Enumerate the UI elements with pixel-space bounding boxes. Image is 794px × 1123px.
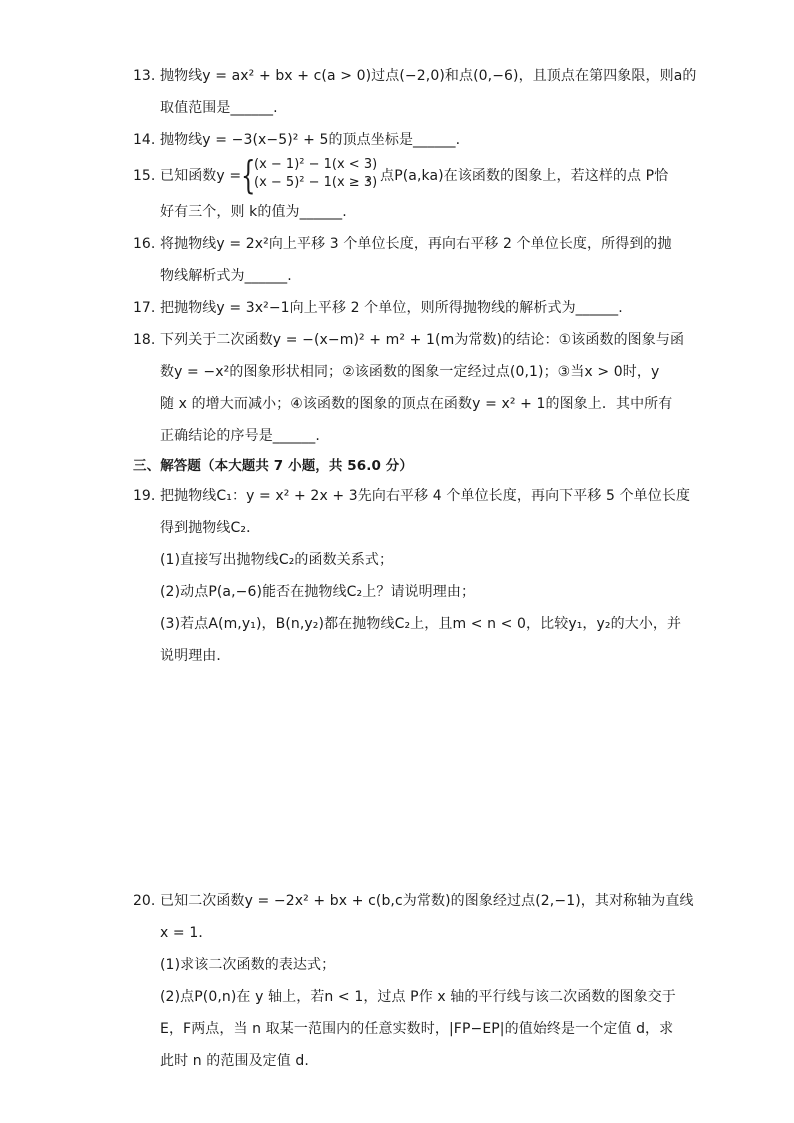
question-18-line-2: 数y = −x²的图象形状相同；②该函数的图象一定经过点(0,1)；③当x > 0时，y <box>160 364 660 380</box>
question-16-number: 16. <box>133 236 156 252</box>
question-18-number: 18. <box>133 332 156 348</box>
question-14-line-1: 抛物线y = −3(x−5)² + 5的顶点坐标是______. <box>160 132 461 148</box>
question-15-line-2: 好有三个，则 k的值为______. <box>160 204 347 220</box>
question-15-number: 15. <box>133 168 156 184</box>
question-18-line-1: 下列关于二次函数y = −(x−m)² + m² + 1(m为常数)的结论：①该函数的图象与函 <box>160 332 685 348</box>
question-19-part-3-line-2: 说明理由． <box>160 648 231 664</box>
question-19-line-1: 把抛物线C₁：y = x² + 2x + 3先向右平移 4 个单位长度，再向下平移 5 个单位长度 <box>160 488 691 504</box>
piecewise-brace: { <box>241 153 256 197</box>
question-13-number: 13. <box>133 68 156 84</box>
question-15-case-1: (x − 1)² − 1(x < 3) <box>254 157 378 172</box>
question-18-line-3: 随 x 的增大而减小；④该函数的图象的顶点在函数y = x² + 1的图象上．其中所有 <box>160 396 673 412</box>
question-13-line-1: 抛物线y = ax² + bx + c(a > 0)过点(−2,0)和点(0,−6)，且顶点在第四象限，则a的 <box>160 68 697 84</box>
question-15-prefix: 已知函数y = <box>160 168 242 184</box>
question-20-number: 20. <box>133 893 156 909</box>
question-20-part-2-line-3: 此时 n 的范围及定值 d. <box>160 1053 309 1069</box>
question-15-case-2: (x − 5)² − 1(x ≥ 3) <box>254 175 378 190</box>
question-14-number: 14. <box>133 132 156 148</box>
question-18-line-4: 正确结论的序号是______. <box>160 428 320 444</box>
question-20-line-1: 已知二次函数y = −2x² + bx + c(b,c为常数)的图象经过点(2,−1)，其对称轴为直线 <box>160 893 694 909</box>
question-19-part-2: (2)动点P(a,−6)能否在抛物线C₂上？请说明理由； <box>160 584 476 600</box>
section-heading: 三、解答题（本大题共 7 小题，共 56.0 分） <box>133 458 414 474</box>
question-17-number: 17. <box>133 300 156 316</box>
question-20-line-2: x = 1． <box>160 925 213 941</box>
question-13-line-2: 取值范围是______. <box>160 100 278 116</box>
question-19-number: 19. <box>133 488 156 504</box>
question-19-line-2: 得到抛物线C₂． <box>160 520 261 536</box>
question-20-part-2-line-2: E，F两点，当 n 取某一范围内的任意实数时，|FP−EP|的值始终是一个定值 d，求 <box>160 1021 674 1037</box>
question-19-part-3-line-1: (3)若点A(m,y₁)，B(n,y₂)都在抛物线C₂上，且m < n < 0，比较y₁，y₂的大小，并 <box>160 616 682 632</box>
question-20-part-1: (1)求该二次函数的表达式； <box>160 957 336 973</box>
question-16-line-1: 将抛物线y = 2x²向上平移 3 个单位长度，再向右平移 2 个单位长度，所得到的抛 <box>160 236 672 252</box>
question-16-line-2: 物线解析式为______. <box>160 268 292 284</box>
question-17-line-1: 把抛物线y = 3x²−1向上平移 2 个单位，则所得抛物线的解析式为______. <box>160 300 623 316</box>
question-15-suffix: ，点P(a,ka)在该函数的图象上，若这样的点 P恰 <box>366 168 669 184</box>
question-19-part-1: (1)直接写出抛物线C₂的函数关系式； <box>160 552 394 568</box>
question-20-part-2-line-1: (2)点P(0,n)在 y 轴上，若n < 1，过点 P作 x 轴的平行线与该二次函数的图象交于 <box>160 989 676 1005</box>
